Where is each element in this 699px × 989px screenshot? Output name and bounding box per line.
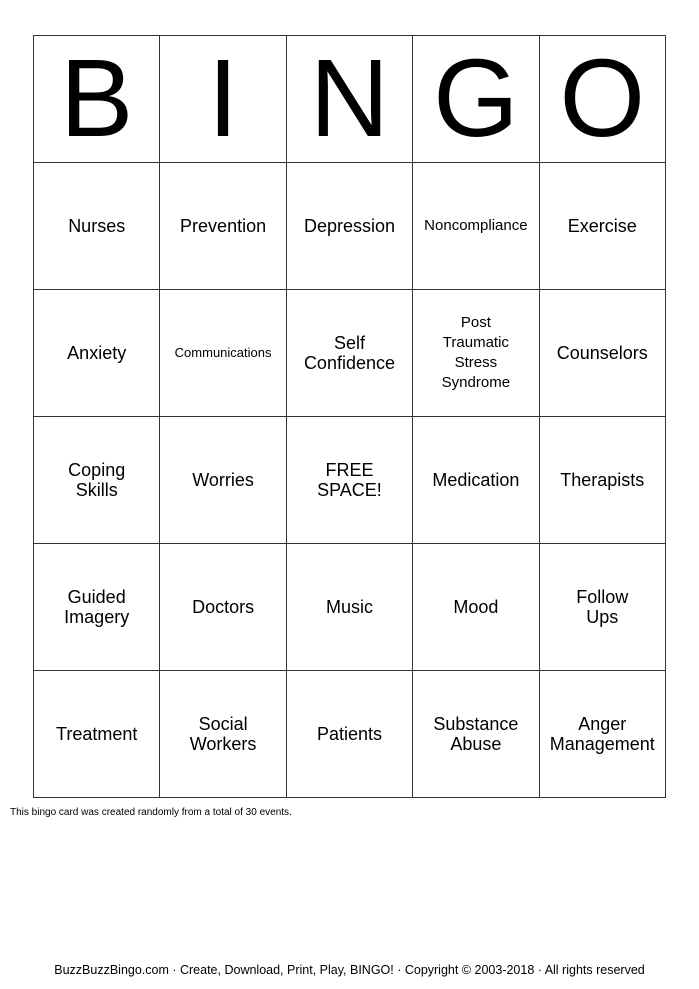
cell-text: Prevention [180, 216, 267, 236]
bingo-cell [286, 163, 412, 290]
cell-text: Depression [303, 216, 395, 236]
cell-text: Anxiety [67, 343, 127, 363]
cell-text: Follow Ups [576, 587, 629, 627]
free-space-cell [286, 417, 412, 544]
cell-text: Noncompliance [424, 217, 528, 234]
cell-text: Therapists [560, 470, 645, 490]
cell-text: Doctors [192, 597, 255, 617]
bingo-cell [34, 671, 160, 798]
bingo-cell [539, 544, 665, 671]
bingo-cell [286, 290, 412, 417]
cell-text: Treatment [56, 724, 138, 744]
cell-text: Coping Skills [68, 460, 126, 500]
cell-text: Post Traumatic Stress Syndrome [441, 314, 511, 391]
cell-text: FREE SPACE! [317, 460, 382, 500]
cell-text: Exercise [567, 216, 637, 236]
cell-text: Patients [316, 724, 382, 744]
bingo-cell [539, 163, 665, 290]
bingo-cell [34, 417, 160, 544]
bingo-cell [413, 290, 539, 417]
cell-text: Anger Management [549, 714, 655, 754]
cell-text: Nurses [68, 216, 126, 236]
bingo-cell [413, 671, 539, 798]
cell-text: Self Confidence [303, 333, 396, 373]
bingo-cell [413, 544, 539, 671]
header-letter-b: B [34, 36, 160, 163]
bingo-cell [34, 290, 160, 417]
cell-text: Social Workers [189, 714, 257, 754]
header-letter-n: N [286, 36, 412, 163]
bingo-cell [539, 417, 665, 544]
cell-text: Substance Abuse [433, 714, 519, 754]
cell-text: Medication [432, 470, 520, 490]
bingo-cell [286, 671, 412, 798]
generation-note: This bingo card was created randomly from a total of 30 events. [10, 807, 292, 818]
bingo-cell [160, 417, 286, 544]
header-letter-g: G [413, 36, 539, 163]
bingo-card [33, 35, 666, 798]
bingo-cell [160, 290, 286, 417]
cell-text: Guided Imagery [64, 587, 130, 627]
cell-text: Music [325, 597, 373, 617]
bingo-row [34, 290, 666, 417]
bingo-cell [160, 163, 286, 290]
bingo-cell [160, 671, 286, 798]
bingo-cell [34, 544, 160, 671]
header-row [34, 36, 666, 163]
header-letter-i: I [160, 36, 286, 163]
bingo-cell [34, 163, 160, 290]
cell-text: Mood [453, 597, 499, 617]
cell-text: Counselors [556, 343, 648, 363]
bingo-row [34, 671, 666, 798]
bingo-cell [413, 163, 539, 290]
bingo-cell [286, 544, 412, 671]
cell-text: Worries [192, 470, 254, 490]
bingo-cell [539, 290, 665, 417]
header-letter-o: O [539, 36, 665, 163]
bingo-cell [413, 417, 539, 544]
bingo-row [34, 163, 666, 290]
bingo-row [34, 544, 666, 671]
footer-copyright: BuzzBuzzBingo.com · Create, Download, Print, Play, BINGO! · Copyright © 2003-2018 · All rights reserved [54, 963, 645, 977]
cell-text: Communications [174, 345, 272, 360]
bingo-cell [539, 671, 665, 798]
bingo-row [34, 417, 666, 544]
bingo-cell [160, 544, 286, 671]
